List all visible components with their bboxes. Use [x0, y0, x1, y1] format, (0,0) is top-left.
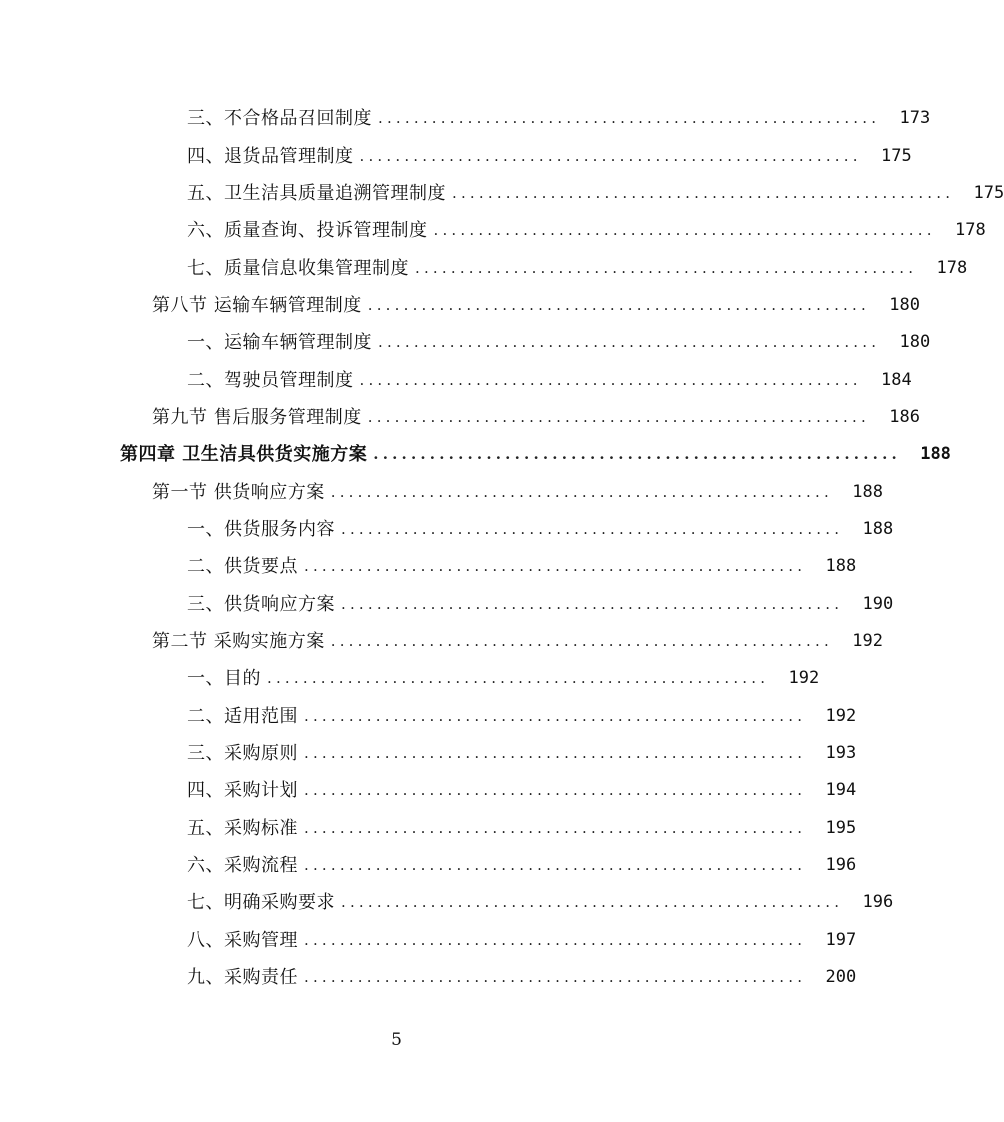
toc-entry[interactable] [0, 585, 894, 622]
toc-entry[interactable] [0, 959, 857, 996]
toc-dot-leader: ........................................................ [304, 968, 807, 987]
toc-dot-leader: ........................................................ [341, 519, 844, 538]
toc-dot-leader: ........................................................ [304, 930, 807, 949]
toc-entry-title: 九、采购责任 [187, 967, 298, 989]
toc-dot-leader: ........................................................ [359, 370, 862, 389]
toc-entry-page: 186 [889, 406, 920, 427]
toc-entry-title: 三、供货响应方案 [187, 593, 335, 615]
toc-entry-title: 二、驾驶员管理制度 [187, 369, 354, 391]
toc-dot-leader: ........................................................ [330, 631, 833, 650]
toc-entry[interactable] [0, 399, 920, 436]
toc-entry-title: 一、目的 [187, 668, 261, 690]
toc-entry-title: 第四章 卫生洁具供货实施方案 [120, 444, 368, 466]
toc-dot-leader: ........................................................ [433, 221, 936, 240]
toc-entry-title: 第一节 供货响应方案 [152, 481, 325, 503]
toc-entry-page: 196 [862, 892, 894, 913]
toc-entry-page: 197 [825, 929, 857, 950]
toc-entry-page: 195 [825, 817, 857, 838]
toc-entry[interactable] [0, 884, 894, 921]
toc-entry-page: 188 [852, 481, 883, 502]
toc-dot-leader: ........................................................ [304, 706, 807, 725]
toc-entry-title: 一、运输车辆管理制度 [187, 332, 372, 354]
toc-entry-title: 五、采购标准 [187, 817, 298, 839]
toc-entry[interactable] [0, 847, 857, 884]
toc-entry-page: 188 [920, 444, 951, 465]
toc-dot-leader: ........................................................ [367, 295, 870, 314]
toc-dot-leader: ........................................................ [378, 333, 881, 352]
toc-dot-leader: ........................................................ [341, 893, 844, 912]
toc-entry[interactable] [0, 698, 857, 735]
toc-entry[interactable] [0, 548, 857, 585]
toc-entry-page: 173 [899, 108, 931, 129]
toc-dot-leader: ........................................................ [304, 781, 807, 800]
toc-entry-title: 第八节 运输车辆管理制度 [152, 294, 362, 316]
toc-dot-leader: ........................................................ [304, 856, 807, 875]
toc-entry-page: 180 [899, 332, 931, 353]
toc-entry-title: 四、退货品管理制度 [187, 145, 354, 167]
toc-entry-title: 三、采购原则 [187, 743, 298, 765]
toc-entry-page: 184 [881, 369, 912, 390]
toc-entry-title: 五、卫生洁具质量追溯管理制度 [187, 182, 446, 204]
toc-entry[interactable] [0, 324, 931, 361]
toc-entry[interactable] [0, 735, 857, 772]
toc-dot-leader: ........................................................ [452, 183, 955, 202]
toc-dot-leader: ........................................................ [304, 744, 807, 763]
toc-entry-title: 七、明确采购要求 [187, 892, 335, 914]
toc-entry-title: 一、供货服务内容 [187, 518, 335, 540]
toc-entry[interactable] [0, 660, 820, 697]
toc-entry-title: 三、不合格品召回制度 [187, 108, 372, 130]
toc-dot-leader: ........................................................ [304, 557, 807, 576]
toc-entry-page: 194 [825, 780, 857, 801]
toc-entry-page: 188 [825, 556, 857, 577]
toc-dot-leader: ........................................................ [341, 594, 844, 613]
toc-entry-page: 196 [825, 855, 857, 876]
toc-entry-page: 175 [973, 182, 1004, 203]
table-of-contents [0, 100, 1004, 996]
toc-entry-title: 四、采购计划 [187, 780, 298, 802]
toc-entry[interactable] [0, 175, 1004, 212]
toc-entry[interactable] [0, 100, 931, 137]
toc-entry[interactable] [0, 623, 883, 660]
toc-entry-page: 190 [862, 593, 894, 614]
toc-entry[interactable] [0, 361, 912, 398]
toc-entry-page: 175 [881, 145, 912, 166]
toc-entry[interactable] [0, 249, 968, 286]
page-number: 5 [391, 1030, 402, 1050]
toc-dot-leader: ........................................................ [304, 818, 807, 837]
toc-entry-page: 192 [852, 630, 883, 651]
toc-entry-page: 178 [936, 257, 968, 278]
toc-dot-leader: ........................................................ [359, 146, 862, 165]
toc-entry[interactable] [0, 137, 912, 174]
toc-entry-title: 二、适用范围 [187, 705, 298, 727]
toc-entry-page: 188 [862, 518, 894, 539]
toc-entry-title: 八、采购管理 [187, 929, 298, 951]
toc-entry-title: 第九节 售后服务管理制度 [152, 406, 362, 428]
toc-entry[interactable] [0, 287, 920, 324]
toc-entry[interactable] [0, 772, 857, 809]
toc-chapter-entry[interactable] [0, 436, 951, 473]
toc-dot-leader: ........................................................ [415, 258, 918, 277]
toc-entry[interactable] [0, 810, 857, 847]
toc-entry-title: 六、采购流程 [187, 855, 298, 877]
toc-dot-leader: ........................................................ [367, 407, 870, 426]
toc-dot-leader: ........................................................ [330, 482, 833, 501]
toc-entry-page: 192 [825, 705, 857, 726]
toc-entry[interactable] [0, 212, 986, 249]
toc-dot-leader: ........................................................ [378, 109, 881, 128]
toc-entry-page: 200 [825, 967, 857, 988]
toc-entry-page: 192 [788, 668, 820, 689]
toc-entry-title: 第二节 采购实施方案 [152, 630, 325, 652]
toc-entry-page: 180 [889, 294, 920, 315]
toc-dot-leader: ........................................................ [267, 669, 770, 688]
toc-entry-page: 178 [955, 220, 986, 241]
toc-entry-title: 六、质量查询、投诉管理制度 [187, 220, 428, 242]
toc-entry[interactable] [0, 511, 894, 548]
toc-entry[interactable] [0, 473, 883, 510]
toc-entry-page: 193 [825, 743, 857, 764]
toc-entry-title: 七、质量信息收集管理制度 [187, 257, 409, 279]
toc-dot-leader: ........................................................ [373, 445, 901, 464]
toc-entry[interactable] [0, 922, 857, 959]
toc-entry-title: 二、供货要点 [187, 556, 298, 578]
